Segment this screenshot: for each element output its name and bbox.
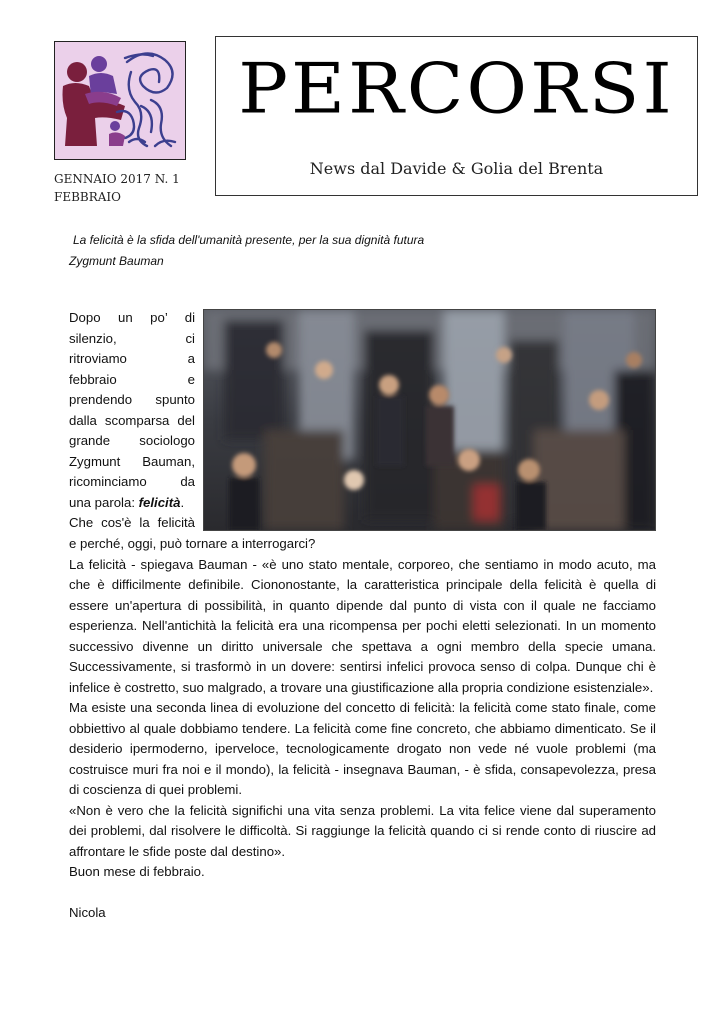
paragraph-4: «Non è vero che la felicità significhi una vita senza problemi. La vita felice viene dal superamento dei problemi, dal risolvere le difficoltà. Si raggiunge la felicità quando ci si rende conto di riuscire ad affrontare le sfide poste dal destino». (69, 802, 656, 859)
lead-line: prendendo spunto (69, 392, 195, 407)
issue-info (54, 170, 180, 206)
signature: Nicola (69, 905, 106, 920)
lead-parola: una parola: (69, 494, 139, 510)
lead-line-parola (69, 493, 195, 514)
lead-line: silenzio, ci (69, 330, 195, 346)
article-lead (69, 308, 195, 534)
crowd-image (204, 310, 655, 530)
lead-dot: . (180, 494, 185, 510)
issue-date: GENNAIO 2017 N. 1 (54, 172, 180, 186)
epigraph-author: Zygmunt Bauman (69, 254, 164, 268)
spacer (69, 883, 656, 904)
lead-line: febbraio e (69, 371, 195, 387)
lead-line: grande sociologo (69, 433, 195, 448)
epigraph (69, 230, 629, 272)
lead-line: Che cos'è la felicità (69, 515, 195, 530)
lead-line: ricominciamo da (69, 474, 195, 489)
lead-line: dalla scomparsa del (69, 412, 195, 428)
article-body (69, 534, 656, 924)
logo (54, 41, 186, 160)
keyword-felicita: felicità (138, 494, 181, 510)
lead-line: ritroviamo a (69, 351, 195, 366)
lead-line: Dopo un po’ di (69, 310, 195, 325)
paragraph-1: e perché, oggi, può tornare a interrogarci? (69, 536, 316, 551)
logo-artwork (55, 42, 185, 159)
lead-line: Zygmunt Bauman, (69, 453, 195, 469)
newsletter-subtitle: News dal Davide & Golia del Brenta (309, 159, 604, 178)
paragraph-2: La felicità - spiegava Bauman - «è uno stato mentale, corporeo, che sentiamo in modo acuto, ma che è difficilmente definibile. Ciononostante, la caratteristica principale della felicità è quella di essere un'apertura di possibilità, in quanto dipende dal punto di vista con il quale ne facciamo esperienza. Nell'antichità la felicità era una ricompensa per pochi eletti selezionati. In un momento successivo divenne un diritto universale che spettava a ogni membro della specie umana. Successivamente, si trasformò in un dovere: sentirsi infelici provoca senso di colpa. Dunque chi è infelice è costretto, suo malgrado, a trovare una giustificazione alla propria condizione esistenziale». (69, 556, 656, 695)
newsletter-title: PERCORSI (238, 48, 675, 130)
issue-month: FEBBRAIO (54, 190, 122, 204)
paragraph-3: Ma esiste una seconda linea di evoluzione del concetto di felicità: la felicità come stato finale, come obbiettivo al quale dobbiamo tendere. La felicità come fine concreto, che abbiamo dimenticato. Se il desiderio ipermoderno, iperveloce, tecnologicamente drogato non vede né vuole problemi (ma costruisce muri fra noi e il mondo), la felicità - insegnava Bauman, - è sfida, consapevolezza, presa di coscienza di quei problemi. (69, 700, 656, 797)
masthead (215, 36, 698, 196)
crowd-photo (203, 309, 656, 531)
closing-line: Buon mese di febbraio. (69, 864, 205, 879)
epigraph-text: La felicità è la sfida dell'umanità presente, per la sua dignità futura (73, 233, 425, 247)
